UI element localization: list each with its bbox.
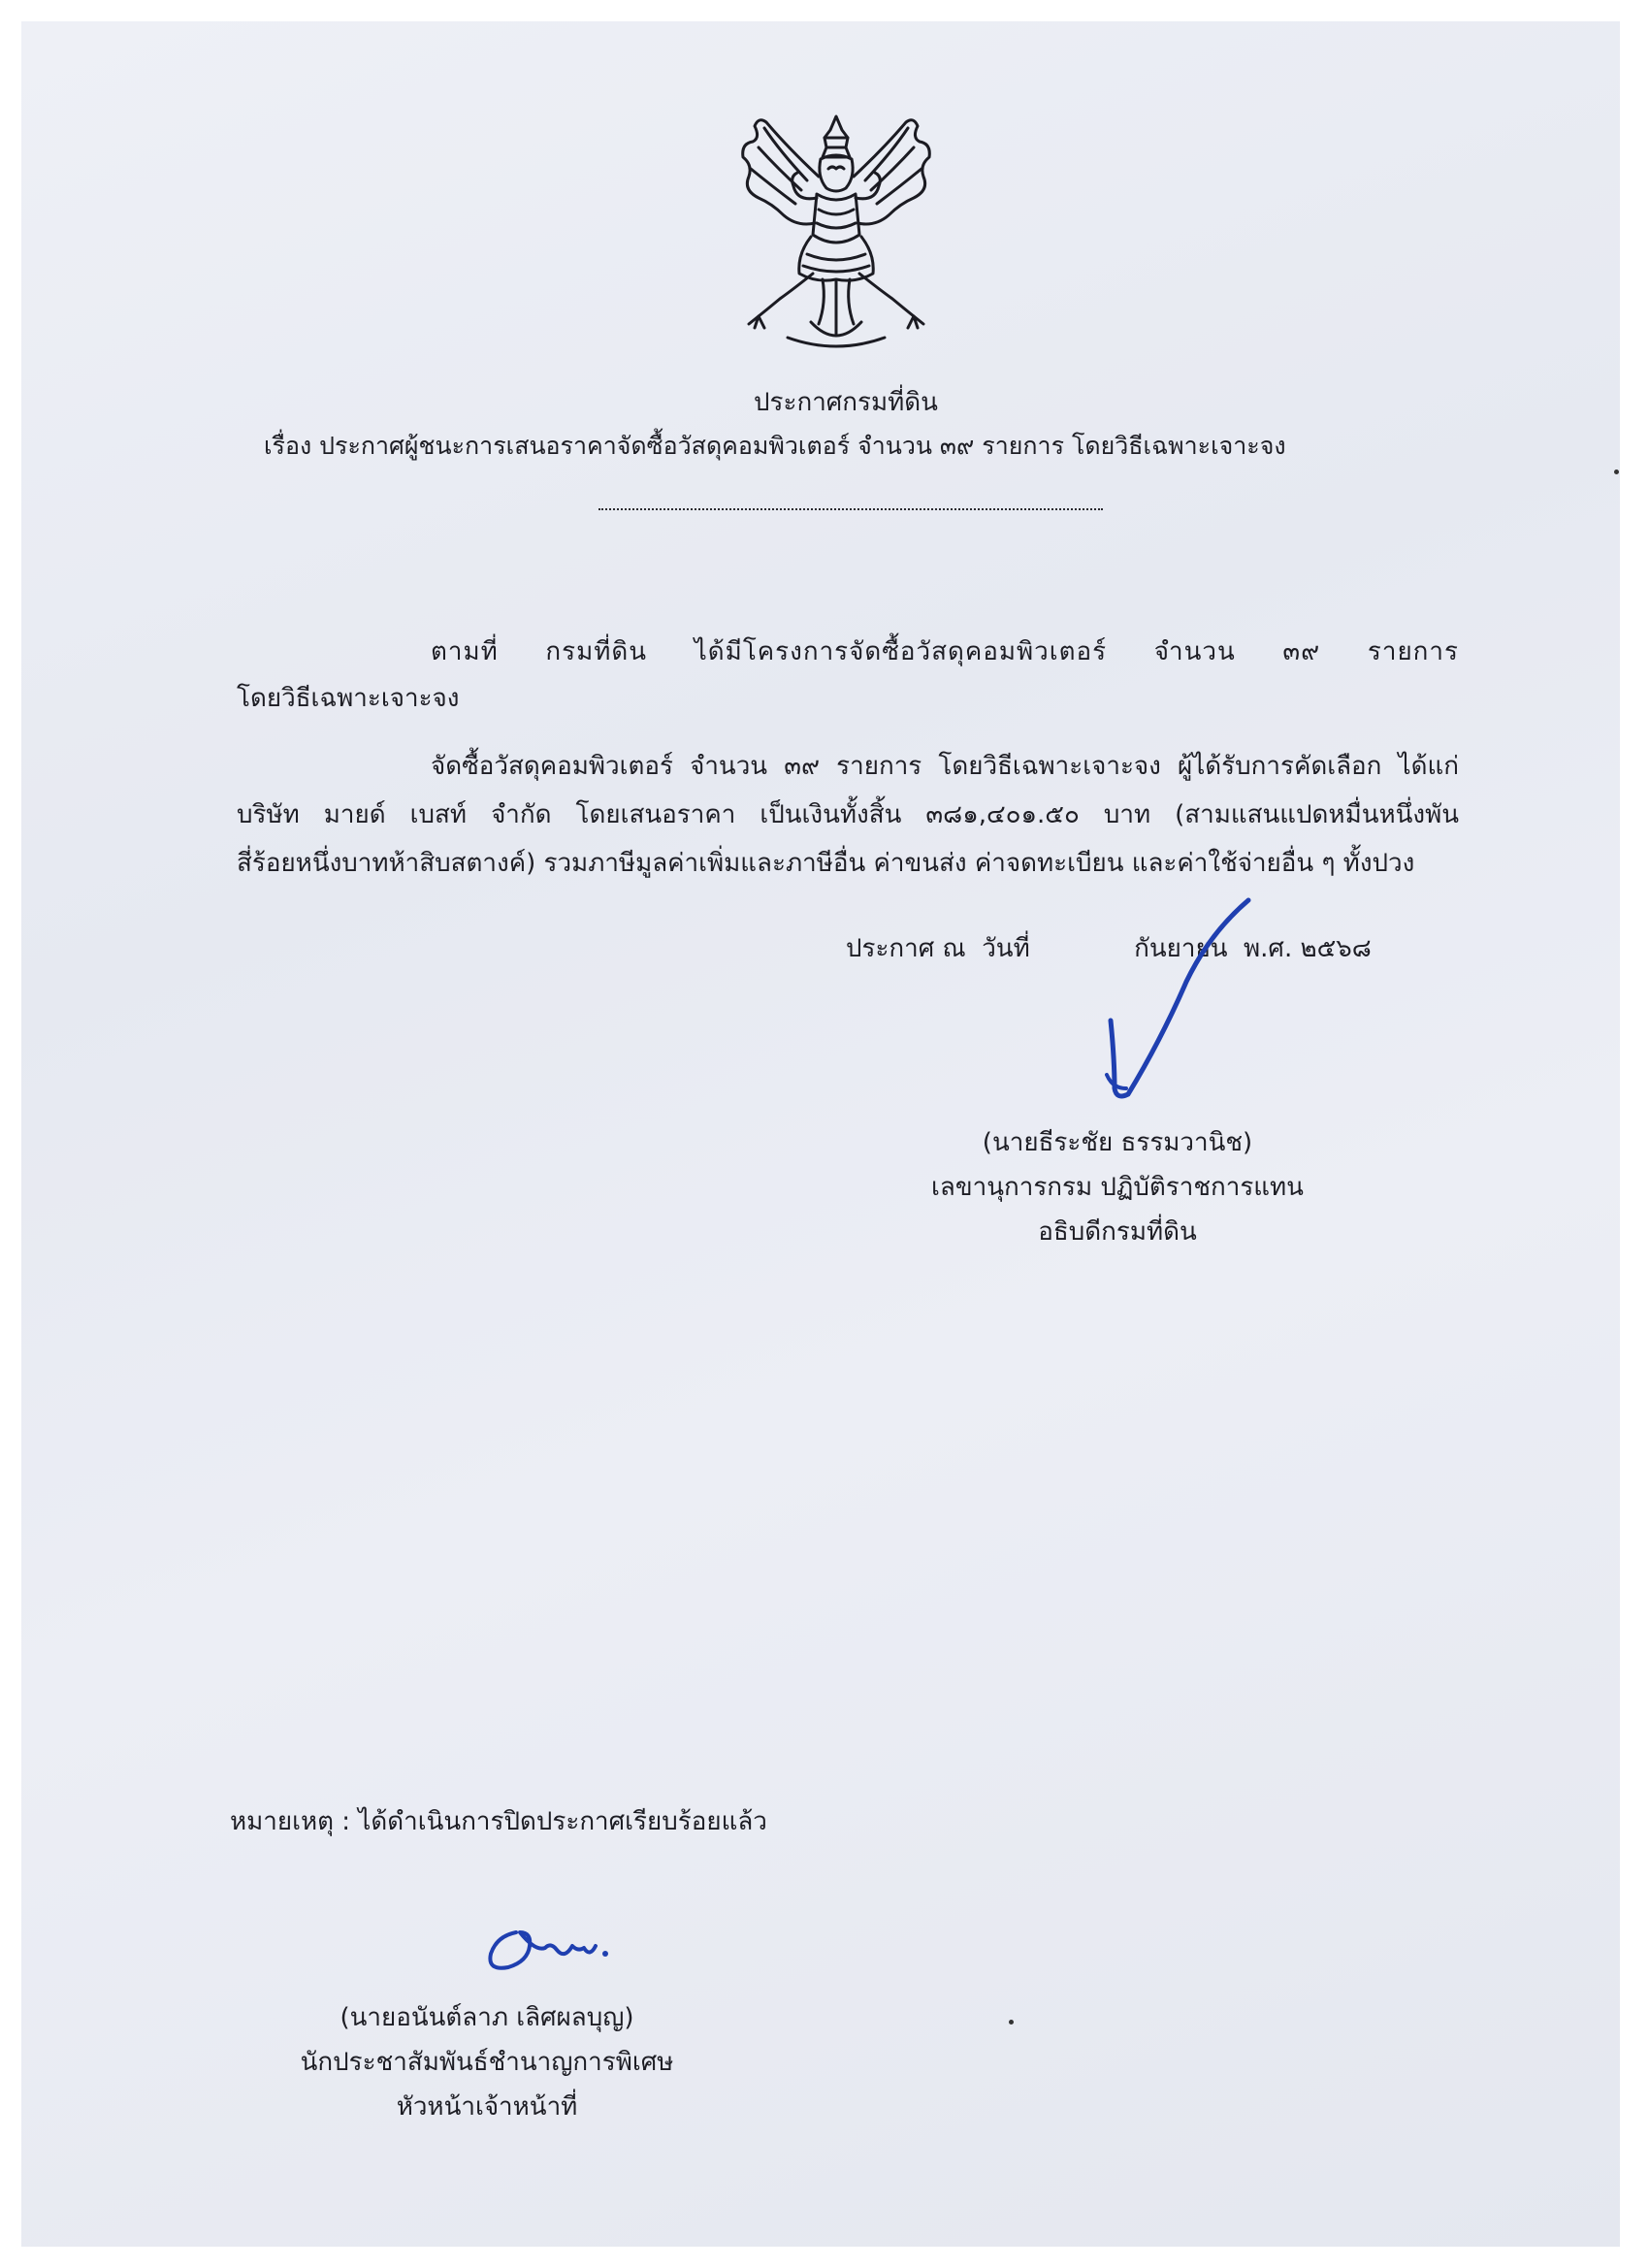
paragraph2-line2: บริษัท มายด์ เบสท์ จำกัด โดยเสนอราคา เป็นเงินทั้งสิ้น ๓๘๑,๔๐๑.๕๐ บาท (สามแสนแปดหมื่นหนึ่งพัน	[237, 800, 1459, 829]
signatory-position: เลขานุการกรม ปฏิบัติราชการแทน	[931, 1173, 1304, 1202]
paragraph2-line1: จัดซื้อวัสดุคอมพิวเตอร์ จำนวน ๓๙ รายการ โดยวิธีเฉพาะเจาะจง ผู้ได้รับการคัดเลือก ได้แก่	[431, 752, 1459, 781]
document-subject: เรื่อง ประกาศผู้ชนะการเสนอราคาจัดซื้อวัสดุคอมพิวเตอร์ จำนวน ๓๙ รายการ โดยวิธีเฉพาะเจาะจง	[264, 432, 1286, 460]
dotted-divider	[598, 508, 1103, 510]
officer-role: หัวหน้าเจ้าหน้าที่	[396, 2092, 578, 2122]
officer-position: นักประชาสัมพันธ์ชำนาญการพิเศษ	[300, 2048, 674, 2077]
paragraph1-line2: โดยวิธีเฉพาะเจาะจง	[237, 684, 460, 713]
document-heading: ประกาศกรมที่ดิน	[754, 388, 938, 417]
document-page	[21, 21, 1620, 2247]
paper-speck	[1614, 470, 1619, 474]
signatory-title: อธิบดีกรมที่ดิน	[1038, 1217, 1197, 1247]
signature-mark-icon	[1093, 894, 1258, 1118]
paper-speck	[1009, 2020, 1014, 2025]
posting-note: หมายเหตุ : ได้ดำเนินการปิดประกาศเรียบร้อยแล้ว	[230, 1807, 767, 1836]
officer-block	[264, 2000, 710, 2124]
signatory-block	[894, 1125, 1341, 1249]
paragraph2-line3: สี่ร้อยหนึ่งบาทห้าสิบสตางค์) รวมภาษีมูลค่าเพิ่มและภาษีอื่น ค่าขนส่ง ค่าจดทะเบียน และค่าใช้จ่ายอื่น ๆ ทั้งปวง	[237, 849, 1415, 878]
signatory-name: (นายธีระชัย ธรรมวานิช)	[982, 1128, 1253, 1157]
signature-mark-icon	[477, 1903, 632, 1991]
announcement-date: ประกาศ ณ วันที่ กันยายน พ.ศ. ๒๕๖๘	[846, 934, 1372, 963]
paragraph1-line1: ตามที่ กรมที่ดิน ได้มีโครงการจัดซื้อวัสดุคอมพิวเตอร์ จำนวน ๓๙ รายการ	[431, 637, 1459, 666]
garuda-emblem-icon	[729, 109, 943, 361]
officer-name: (นายอนันต์ลาภ เลิศผลบุญ)	[340, 2003, 634, 2032]
